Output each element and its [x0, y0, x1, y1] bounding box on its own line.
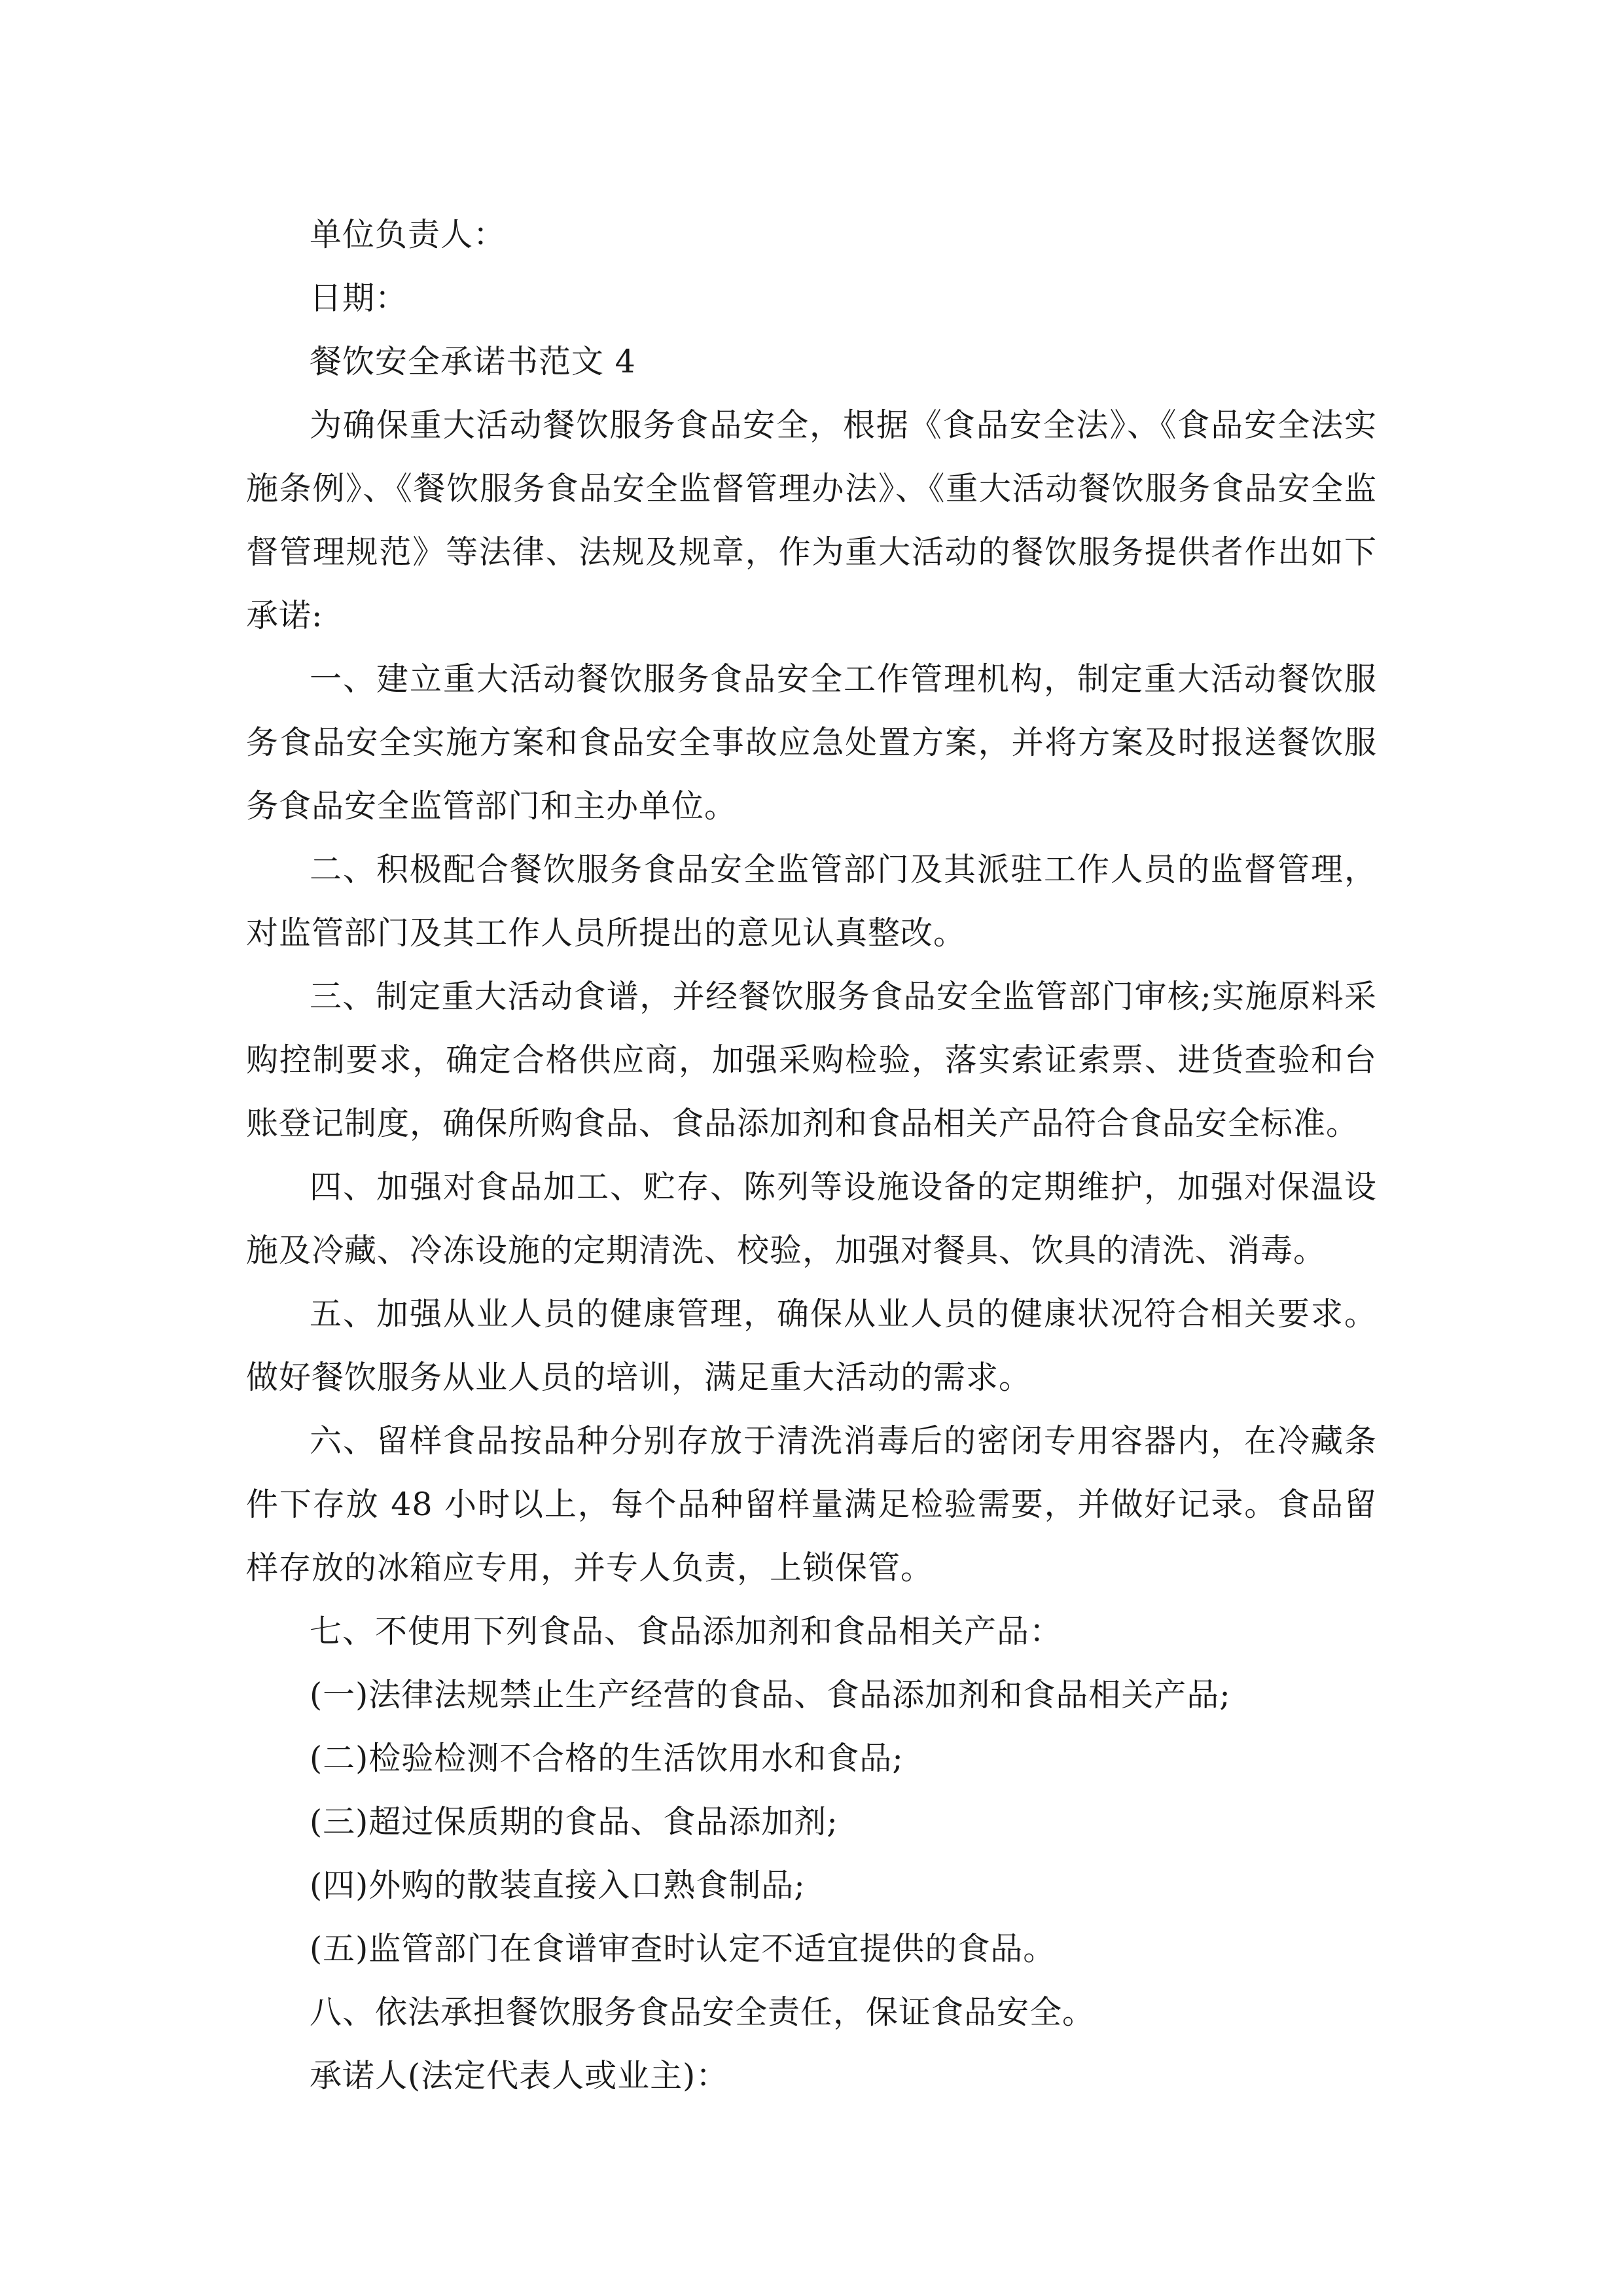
- item-paragraph: 七、不使用下列食品、食品添加剂和食品相关产品：: [310, 1613, 1063, 1650]
- item-paragraph: 四、加强对食品加工、贮存、陈列等设施设备的定期维护，加强对保温设施及冷藏、冷冻设施的定期清洗、校验，加强对餐具、饮具的清洗、消毒。: [246, 1168, 1377, 1269]
- date-line: 日期：: [310, 279, 408, 317]
- document-body: [246, 203, 1377, 2108]
- sub-item-line: (二)检验检测不合格的生活饮用水和食品;: [310, 1740, 904, 1777]
- item-paragraph: 六、留样食品按品种分别存放于清洗消毒后的密闭专用容器内，在冷藏条件下存放 48 小时以上，每个品种留样量满足检验需要，并做好记录。食品留样存放的冰箱应专用，并专人负责，上锁保管。: [246, 1422, 1377, 1587]
- item-eight-line: 八、依法承担餐饮服务食品安全责任，保证食品安全。: [310, 1994, 1096, 2031]
- item-paragraph: 五、加强从业人员的健康管理，确保从业人员的健康状况符合相关要求。做好餐饮服务从业人员的培训，满足重大活动的需求。: [246, 1295, 1377, 1396]
- intro-paragraph: 为确保重大活动餐饮服务食品安全，根据《食品安全法》、《食品安全法实施条例》、《餐饮服务食品安全监督管理办法》、《重大活动餐饮服务食品安全监督管理规范》等法律、法规及规章，作为重大活动的餐饮服务提供者作出如下承诺:: [246, 406, 1377, 634]
- document-title: 餐饮安全承诺书范文 4: [310, 343, 636, 380]
- unit-leader-line: 单位负责人：: [310, 216, 507, 253]
- item-paragraph: 二、积极配合餐饮服务食品安全监管部门及其派驻工作人员的监督管理，对监管部门及其工作人员所提出的意见认真整改。: [246, 851, 1377, 952]
- sub-item-line: (五)监管部门在食谱审查时认定不适宜提供的食品。: [310, 1930, 1056, 1967]
- item-paragraph: 一、建立重大活动餐饮服务食品安全工作管理机构，制定重大活动餐饮服务食品安全实施方案和食品安全事故应急处置方案，并将方案及时报送餐饮服务食品安全监管部门和主办单位。: [246, 660, 1377, 825]
- item-paragraph: 三、制定重大活动食谱，并经餐饮服务食品安全监管部门审核;实施原料采购控制要求，确定合格供应商，加强采购检验，落实索证索票、进货查验和台账登记制度，确保所购食品、食品添加剂和食品相关产品符合食品安全标准。: [246, 978, 1377, 1142]
- signatory-line: 承诺人(法定代表人或业主)：: [310, 2057, 729, 2094]
- sub-item-line: (四)外购的散装直接入口熟食制品;: [310, 1867, 806, 1904]
- sub-item-line: (三)超过保质期的食品、食品添加剂;: [310, 1803, 838, 1840]
- sub-item-line: (一)法律法规禁止生产经营的食品、食品添加剂和食品相关产品;: [310, 1676, 1231, 1713]
